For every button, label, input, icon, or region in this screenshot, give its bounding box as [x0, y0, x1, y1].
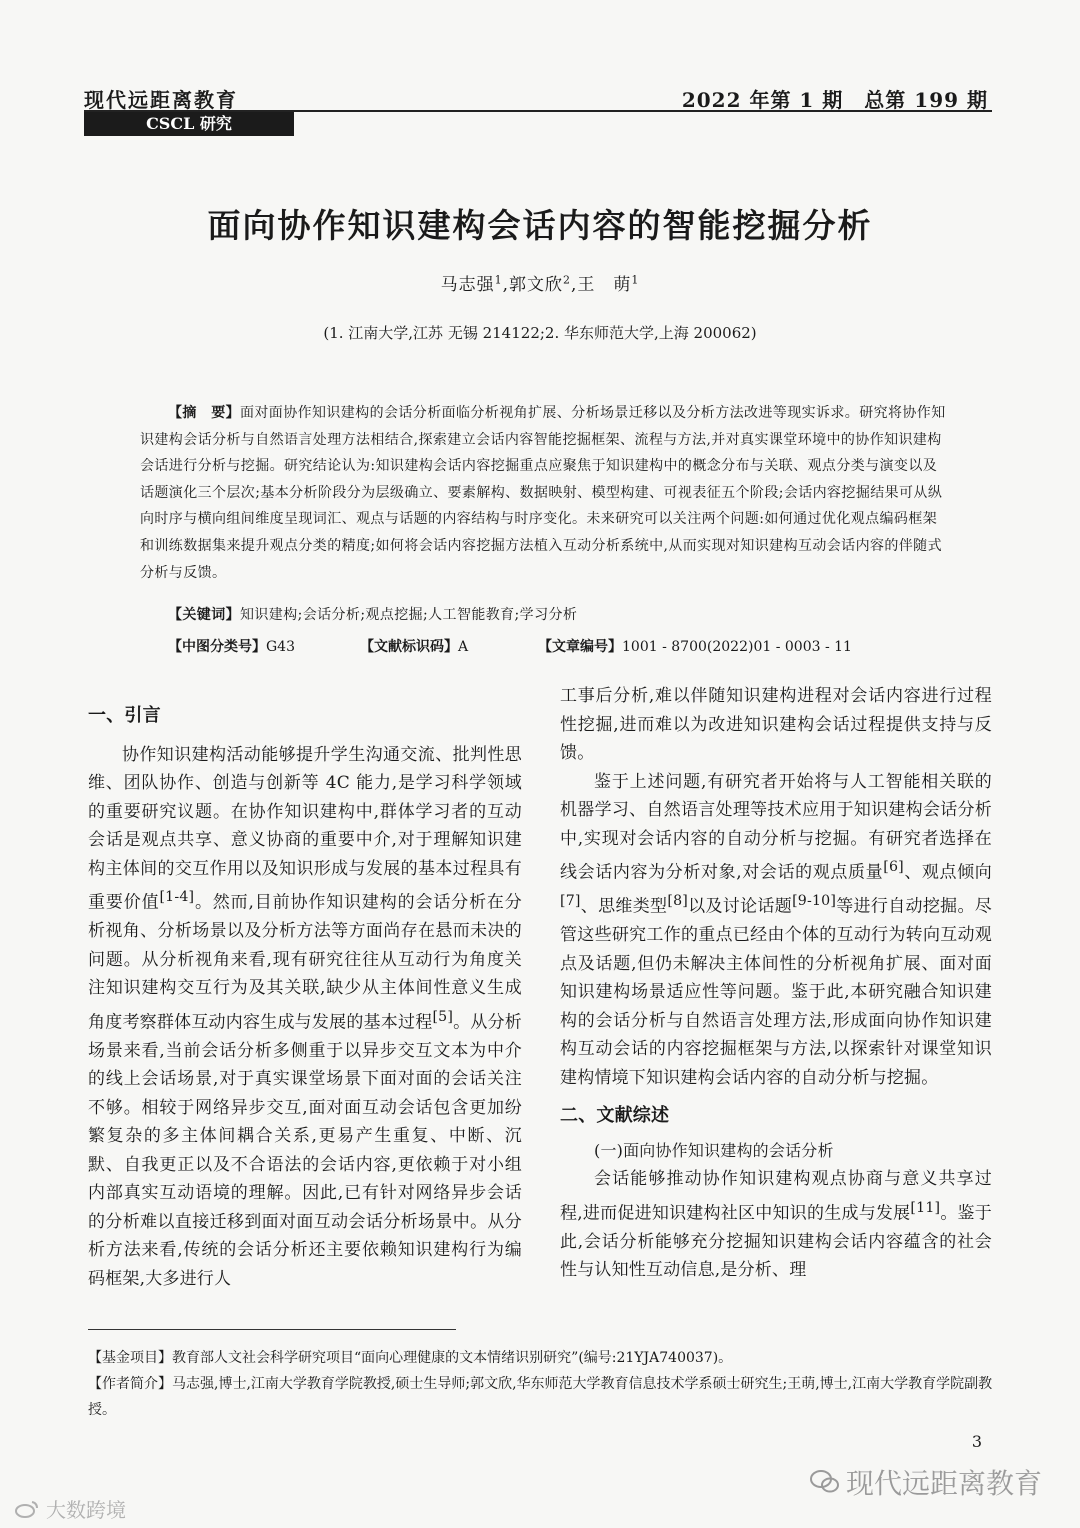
- doc-label: 【文献标识码】: [360, 639, 458, 655]
- doc-code: [360, 636, 468, 656]
- author-name: 王 萌: [577, 275, 632, 295]
- watermark-text: 大数跨境: [46, 1498, 126, 1522]
- clc-label: 【中图分类号】: [168, 639, 266, 655]
- fund-text: 教育部人文社会科学研究项目“面向心理健康的文本情绪识别研究”(编号:21YJA740037)。: [172, 1350, 733, 1366]
- footnote-rule: [88, 1329, 456, 1330]
- keywords-text: 知识建构;会话分析;观点挖掘;人工智能教育;学习分析: [240, 607, 578, 623]
- author-name: 郭文欣: [509, 275, 563, 295]
- watermark-right: [810, 1462, 1042, 1502]
- paragraph-text: 鉴于上述问题,有研究者开始将与人工智能相关联的机器学习、自然语言处理等技术应用于知识建构会话分析中,实现对会话内容的自动分析与挖掘。有研究者选择在线会话内容为分析对象,对会话的观点质量: [560, 771, 992, 883]
- abstract-label: 【摘 要】: [168, 405, 240, 421]
- citation: [1-4]: [159, 889, 195, 905]
- author-name: 马志强: [440, 275, 495, 295]
- citation: [9-10]: [792, 893, 837, 910]
- author-note-label: 【作者简介】: [88, 1376, 172, 1392]
- paragraph: [88, 741, 522, 1294]
- fund-note: [88, 1345, 1000, 1371]
- keywords-label: 【关键词】: [168, 607, 240, 623]
- article-value: 1001 - 8700(2022)01 - 0003 - 11: [622, 639, 852, 655]
- author-sup: 2: [563, 273, 571, 287]
- body-right-column: [560, 682, 992, 1285]
- citation: [6]: [883, 859, 904, 875]
- paragraph-text: 。从分析场景来看,当前会话分析多侧重于以异步交互文本为中介的线上会话场景,对于真实课堂场景下面对面的会话关注不够。相较于网络异步交互,面对面互动会话包含更加纷繁复杂的多主体间耦合关系,更易产生重复、中断、沉默、自我更正以及不合语法的会话内容,更依赖于对小组内部真实互动语境的理解。因此,已有针对网络异步会话的分析难以直接迁移到面对面互动会话分析场景中。从分析方法来看,传统的会话分析还主要依赖知识建构行为编码框架,大多进行人: [88, 1012, 522, 1289]
- keywords: [168, 604, 577, 624]
- author-note-text: 马志强,博士,江南大学教育学院教授,硕士生导师;郭文欣,华东师范大学教育信息技术学系硕士研究生;王萌,博士,江南大学教育学院副教授。: [88, 1376, 993, 1418]
- affiliation: (1. 江南大学,江苏 无锡 214122;2. 华东师范大学,上海 200062): [323, 324, 757, 342]
- clc-value: G43: [266, 639, 295, 655]
- journal-name: 现代远距离教育: [84, 88, 238, 112]
- paragraph-text: 协作知识建构活动能够提升学生沟通交流、批判性思维、团队协作、创造与创新等 4C 能力,是学习科学领域的重要研究议题。在协作知识建构中,群体学习者的互动会话是观点共享、意义协商的重要中介,对于理解知识建构主体间的交互作用以及知识形成与发展的基本过程具有重要价值: [88, 744, 522, 913]
- section-heading: 二、文献综述: [560, 1105, 670, 1127]
- paragraph-text: 。鉴于此,会话分析能够充分挖掘知识建构会话内容蕴含的社会性与认知性互动信息,是分析、理: [560, 1203, 992, 1281]
- citation: [5]: [432, 1008, 454, 1025]
- paper-title: 面向协作知识建构会话内容的智能挖掘分析: [207, 206, 873, 245]
- article-label: 【文章编号】: [538, 639, 622, 655]
- article-number: [538, 636, 852, 656]
- author-sup: 1: [631, 273, 640, 287]
- citation: [11]: [910, 1199, 941, 1216]
- fund-label: 【基金项目】: [88, 1350, 172, 1366]
- paragraph-text: 、思维类型: [580, 896, 668, 917]
- author-sup: 1: [494, 273, 503, 287]
- clc-number: [168, 636, 295, 656]
- watermark-text: 现代远距离教育: [845, 1467, 1042, 1500]
- paragraph-text: 。然而,目前协作知识建构的会话分析在分析视角、分析场景以及分析方法等方面尚存在悬而未决的问题。从分析视角来看,现有研究往往从互动行为角度关注知识建构交互行为及其关联,缺少从主体间性意义生成角度考察群体互动内容生成与发展的基本过程: [88, 892, 522, 1033]
- paragraph: [560, 768, 992, 1093]
- section-tag: CSCL 研究: [84, 112, 294, 136]
- footnotes: [88, 1345, 1000, 1423]
- paragraph-text: 会话能够推动协作知识建构观点协商与意义共享过程,进而促进知识建构社区中知识的生成与发展: [560, 1169, 992, 1224]
- paragraph-text: 以及讨论话题: [688, 896, 793, 917]
- paragraph: 工事后分析,难以伴随知识建构进程对会话内容进行过程性挖掘,进而难以为改进知识建构会话过程提供支持与反馈。: [560, 686, 992, 763]
- issue-info: 2022 年第 1 期 总第 199 期: [681, 88, 988, 112]
- page-number: 3: [971, 1432, 982, 1451]
- paragraph: [560, 1165, 992, 1285]
- abstract: [140, 400, 946, 586]
- body-left-column: [88, 702, 522, 1293]
- author-line: 马志强$^1$,郭文欣$^2$,王 萌$^1$: [440, 273, 640, 295]
- subsection-heading: (一)面向协作知识建构的会话分析: [594, 1140, 834, 1160]
- citation: [7]: [560, 893, 581, 910]
- doc-value: A: [458, 639, 469, 655]
- weibo-icon: [14, 1499, 40, 1524]
- author-note: [88, 1371, 1000, 1423]
- paragraph-text: 等进行自动挖掘。尽管这些研究工作的重点已经由个体的互动行为转向互动观点及话题,但仍未解决主体间性的分析视角扩展、面对面知识建构场景适应性等问题。鉴于此,本研究融合知识建构的会话分析与自然语言处理方法,形成面向协作知识建构互动会话的内容挖掘框架与方法,以探索针对课堂知识建构情境下知识建构会话内容的自动分析与挖掘。: [560, 896, 992, 1088]
- wechat-icon: [810, 1469, 840, 1502]
- watermark-left: [14, 1494, 126, 1524]
- citation: [8]: [667, 893, 689, 910]
- paragraph-text: 、观点倾向: [903, 862, 993, 883]
- section-heading: 一、引言: [88, 705, 161, 726]
- abstract-text: 面对面协作知识建构的会话分析面临分析视角扩展、分析场景迁移以及分析方法改进等现实诉求。研究将协作知识建构会话分析与自然语言处理方法相结合,探索建立会话内容智能挖掘框架、流程与方法,并对真实课堂环境中的协作知识建构会话进行分析与挖掘。研究结论认为:知识建构会话内容挖掘重点应聚焦于知识建构中的概念分布与关联、观点分类与演变以及话题演化三个层次;基本分析阶段分为层级确立、要素解构、数据映射、模型构建、可视表征五个阶段;会话内容挖掘结果可从纵向时序与横向组间维度呈现词汇、观点与话题的内容结构与时序变化。未来研究可以关注两个问题:如何通过优化观点编码框架和训练数据集来提升观点分类的精度;如何将会话内容挖掘方法植入互动分析系统中,从而实现对知识建构互动会话内容的伴随式分析与反馈。: [140, 405, 946, 581]
